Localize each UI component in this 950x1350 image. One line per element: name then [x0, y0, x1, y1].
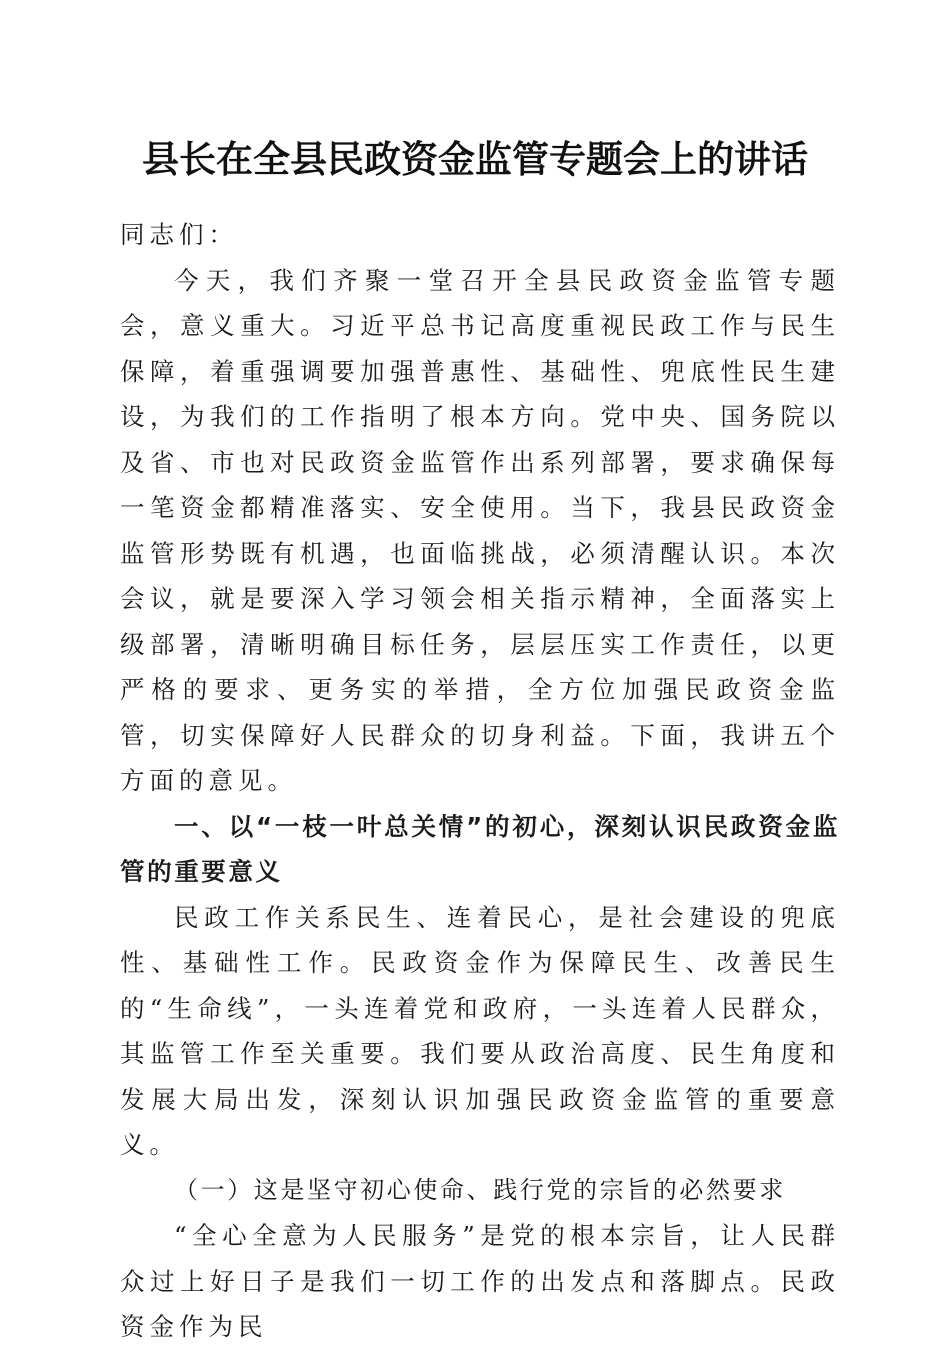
document-title: 县长在全县民政资金监管专题会上的讲话 — [142, 137, 808, 181]
section-1-heading: 一、以“一枝一叶总关情”的初心，深刻认识民政资金监管的重要意义 — [120, 811, 840, 886]
subsection-1-heading: （一）这是坚守初心使命、践行党的宗旨的必然要求 — [174, 1175, 786, 1204]
section-1-paragraph: 民政工作关系民生、连着民心，是社会建设的兜底性、基础性工作。民政资金作为保障民生、改善民生的“生命线”，一头连着党和政府，一头连着人民群众，其监管工作至关重要。我们要从政治高度、民生角度和发展大局出发，深刻认识加强民政资金监管的重要意义。 — [120, 902, 840, 1159]
document-body — [120, 212, 840, 1350]
salutation: 同志们： — [120, 220, 238, 249]
intro-paragraph: 今天，我们齐聚一堂召开全县民政资金监管专题会，意义重大。习近平总书记高度重视民政工作与民生保障，着重强调要加强普惠性、基础性、兜底性民生建设，为我们的工作指明了根本方向。党中央、国务院以及省、市也对民政资金监管作出系列部署，要求确保每一笔资金都精准落实、安全使用。当下，我县民政资金监管形势既有机遇，也面临挑战，必须清醒认识。本次会议，就是要深入学习领会相关指示精神，全面落实上级部署，清晰明确目标任务，层层压实工作责任，以更严格的要求、更务实的举措，全方位加强民政资金监管，切实保障好人民群众的切身利益。下面，我讲五个方面的意见。 — [120, 265, 840, 795]
subsection-1-paragraph: “全心全意为人民服务”是党的根本宗旨，让人民群众过上好日子是我们一切工作的出发点和落脚点。民政资金作为民 — [120, 1221, 840, 1341]
